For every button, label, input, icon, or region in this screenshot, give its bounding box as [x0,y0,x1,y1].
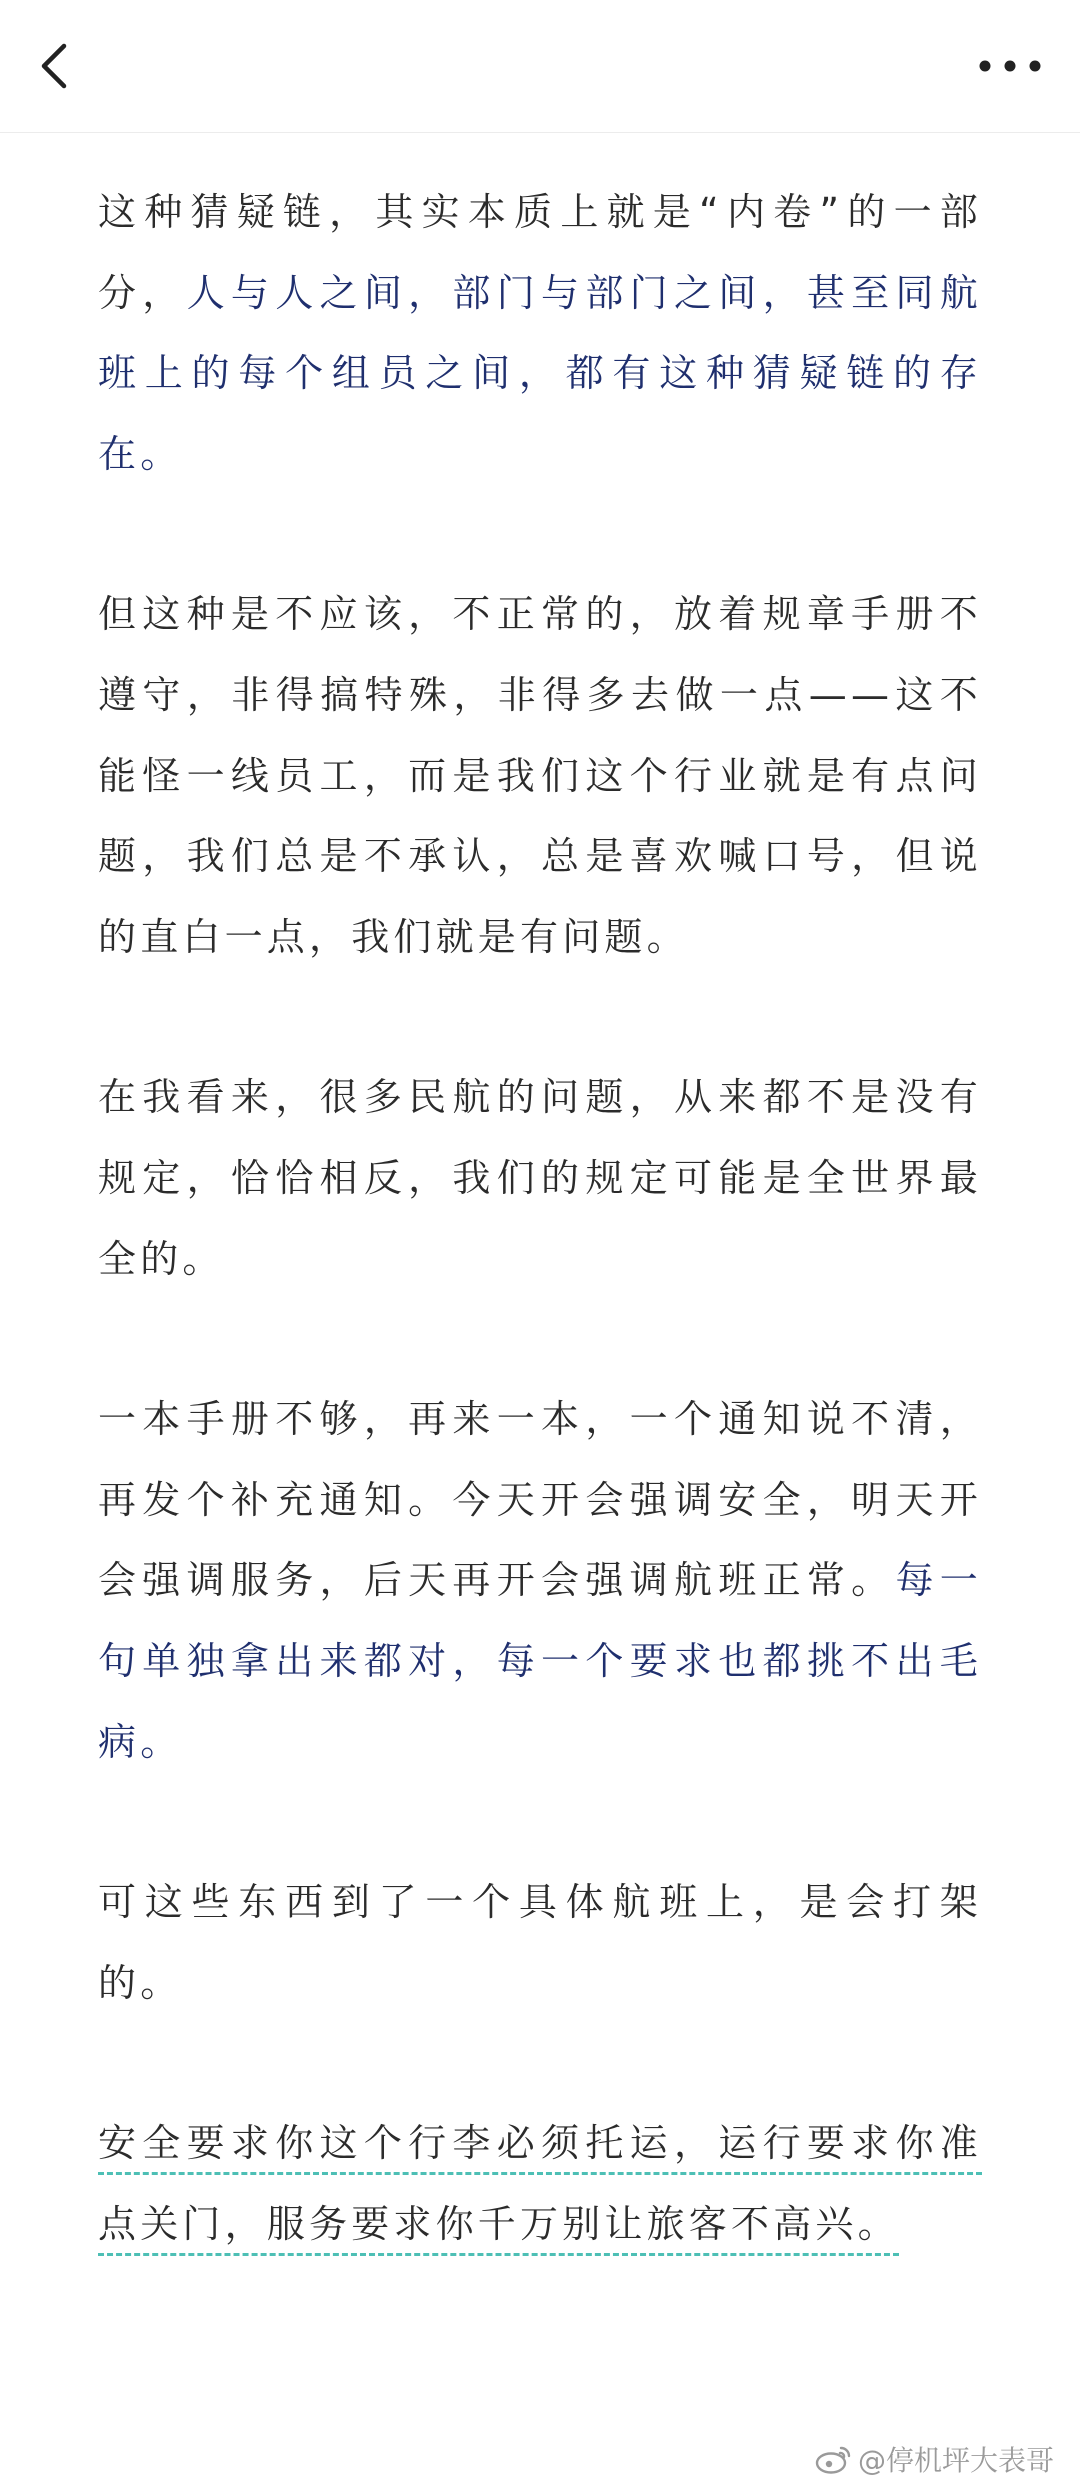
more-options-button[interactable] [970,44,1050,88]
paragraph [98,1379,982,1782]
text-segment: 在我看来，很多民航的问题，从来都不是没有规定，恰恰相反，我们的规定可能是全世界最全的。 [98,1075,982,1281]
underlined-text: 安全要求你这个行李必须托运，运行要求你准点关门，服务要求你千万别让旅客不高兴。 [98,2121,982,2246]
highlighted-text: 人与人之间，部门与部门之间，甚至同航班上的每个组员之间，都有这种猜疑链的存在。 [98,270,982,476]
paragraph [98,1862,982,2023]
paragraph [98,172,982,494]
watermark [814,2439,1054,2479]
text-segment: 可这些东西到了一个具体航班上，是会打架的。 [98,1880,982,2005]
text-segment: 这种猜疑链，其实本质上就是“内卷”的一部分， [98,190,982,315]
top-bar [0,0,1080,133]
more-dots-icon [970,44,1050,88]
weibo-icon [814,2444,852,2474]
paragraph [98,2103,982,2264]
chevron-left-icon [30,34,86,98]
text-segment: 但这种是不应该，不正常的，放着规章手册不遵守，非得搞特殊，非得多去做一点——这不能怪一线员工，而是我们这个行业就是有点问题，我们总是不承认，总是喜欢喊口号，但说的直白一点，我们就是有问题。 [98,592,982,959]
back-button[interactable] [30,34,86,98]
text-segment: 一本手册不够，再来一本，一个通知说不清，再发个补充通知。今天开会强调安全，明天开会强调服务，后天再开会强调航班正常。 [98,1397,982,1603]
article-body [98,172,982,2344]
paragraph [98,574,982,977]
watermark-text: @停机坪大表哥 [857,2444,1054,2477]
paragraph [98,1057,982,1299]
highlighted-text: 每一句单独拿出来都对，每一个要求也都挑不出毛病。 [98,1558,982,1764]
